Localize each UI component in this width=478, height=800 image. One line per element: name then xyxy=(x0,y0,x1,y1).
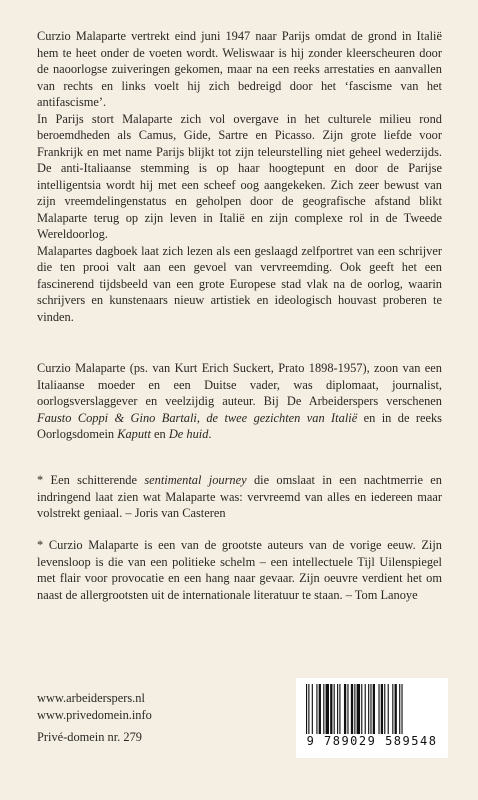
barcode-bar xyxy=(306,684,307,734)
barcode-bar xyxy=(347,684,348,734)
bio-end: . xyxy=(208,427,212,441)
isbn-barcode xyxy=(296,678,448,758)
bio-and: en xyxy=(150,427,169,441)
book-title-coppi-bartali: Fausto Coppi & Gino Bartali, de twee gezichten van Italië xyxy=(37,410,358,425)
blurb-section xyxy=(37,28,442,325)
quote-post: die omslaat in een nachtmerrie en indringend laat zien wat Malaparte was: vervreemd van alles en iedereen maar volstrekt geniaal. – Joris van Casteren xyxy=(37,473,442,520)
barcode-digits: 9 789029 589548 xyxy=(306,734,438,748)
barcode-bar xyxy=(323,684,324,734)
quote-pre: * Een schitterende xyxy=(37,473,145,487)
barcode-bar xyxy=(357,684,360,734)
review-quote-van-casteren xyxy=(37,472,442,522)
barcode-bar xyxy=(308,684,309,734)
author-bio-paragraph xyxy=(37,360,442,443)
link-arbeiderspers[interactable]: www.arbeiderspers.nl xyxy=(37,691,145,705)
barcode-bar xyxy=(381,684,383,734)
link-privedomein[interactable]: www.privedomein.info xyxy=(37,707,152,722)
barcode-bars xyxy=(306,684,438,736)
barcode-bar xyxy=(370,684,371,734)
series-number: Privé-domein nr. 279 xyxy=(37,730,142,744)
bio-text: Curzio Malaparte (ps. van Kurt Erich Suckert, Prato 1898-1957), zoon van een Italiaanse moeder en een Duitse vader, was diplomaat, journalist, oorlogsverslaggever en veelzijdig auteur. Bij De Arbeiderspers verschenen xyxy=(37,361,442,408)
barcode-bar xyxy=(339,684,340,734)
barcode-bar xyxy=(401,684,402,734)
barcode-bar xyxy=(337,684,338,734)
barcode-bar xyxy=(384,684,385,734)
quote-paragraph xyxy=(37,472,442,522)
barcode-bar xyxy=(354,684,355,734)
barcode-bar xyxy=(330,684,332,734)
barcode-bar xyxy=(319,684,321,734)
barcode-bar xyxy=(326,684,329,734)
barcode-bar xyxy=(344,684,346,734)
barcode-bar xyxy=(378,684,379,734)
barcode-bar xyxy=(373,684,375,734)
blurb-paragraph-2: In Parijs stort Malaparte zich vol overgave in het culturele milieu rond beroemdheden als Camus, Gide, Sartre en Picasso. Zijn grote liefde voor Frankrijk en met name Parijs blijkt tot zijn teleurstelling niet geheel wederzijds. De anti-Italiaanse stemming is op haar hoogtepunt en door de Parijse intelligentsia wordt hij met een scheef oog aangekeken. Zich zeer bewust van zijn vreemdelingenstatus en geholpen door de geografische afstand blikt Malaparte terug op zijn leven in Italië en zijn complexe rol in de Tweede Wereldoorlog. xyxy=(37,111,442,241)
barcode-bar xyxy=(312,684,313,734)
barcode-bar xyxy=(365,684,366,734)
author-bio xyxy=(37,360,442,443)
book-title-kaputt: Kaputt xyxy=(117,427,151,441)
review-quote-lanoye xyxy=(37,537,442,603)
blurb-paragraph-1: Curzio Malaparte vertrekt eind juni 1947 naar Parijs omdat de grond in Italië hem te heet onder de voeten wordt. Weliswaar is hij zonder kleerscheuren door de naoorlogse zuiveringen gekomen, maar na een reeks arrestaties en aanvallen van rechts en links voelt hij zich bedreigd door het ‘fascisme van het antifascisme’. xyxy=(37,29,442,109)
book-title-de-huid: De huid xyxy=(168,427,209,441)
barcode-bar xyxy=(361,684,362,734)
bio-mid: en in de reeks Oorlogsdomein xyxy=(37,410,443,441)
barcode-bar xyxy=(368,684,369,734)
barcode-bar xyxy=(392,684,393,734)
barcode-bar xyxy=(388,684,389,734)
quote-italic: sentimental journey xyxy=(144,473,247,487)
barcode-bar xyxy=(316,684,317,734)
barcode-bar xyxy=(395,684,397,734)
barcode-bar xyxy=(334,684,335,734)
blurb-paragraph-3: Malapartes dagboek laat zich lezen als een geslaagd zelfportret van een schrijver die ten prooi valt aan een gevoel van vervreemding. Ook geeft het een fascinerend tijdsbeeld van een grote Europese stad vlak na de oorlog, waarin schrijvers en kunstenaars nieuw artistiek en ideologisch houvast proberen te vinden. xyxy=(37,243,442,324)
barcode-bar xyxy=(351,684,353,734)
barcode-bar xyxy=(399,684,400,734)
website-links xyxy=(37,690,152,723)
quote-paragraph: * Curzio Malaparte is een van de grootste auteurs van de vorige eeuw. Zijn levensloop is die van een politieke schelm – een intellectuele Tijl Uilenspiegel met flair voor provocatie en een hang naar gevaar. Zijn oeuvre verdient het om naast de allergrootsten uit de internationale literatuur te staan. – Tom Lanoye xyxy=(37,538,442,602)
